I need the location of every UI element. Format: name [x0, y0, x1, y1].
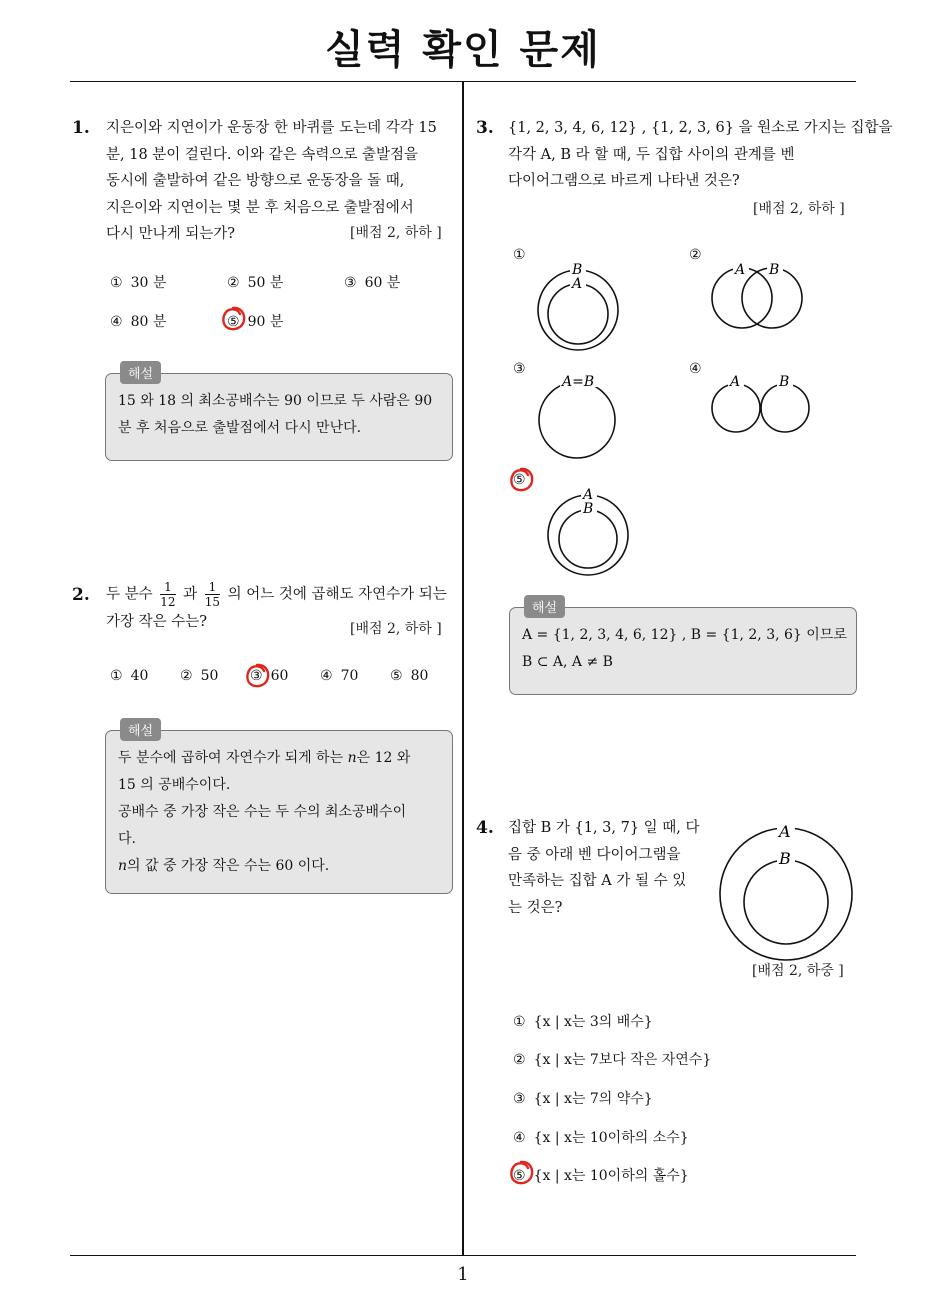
q1-line: 다시 만나게 되는가?: [106, 226, 236, 242]
option-text: {x | x는 3의 배수}: [533, 1014, 653, 1030]
set-b-label: B: [572, 262, 583, 278]
option-number: ②: [180, 668, 193, 684]
set-a-label: A: [572, 276, 583, 292]
option-text: 40: [130, 668, 149, 684]
q1-option-4[interactable]: [110, 311, 166, 331]
bottom-rule: [70, 1255, 856, 1256]
q4-meta: [배점 2, 하중 ]: [752, 963, 844, 979]
option-number: ③: [250, 668, 263, 684]
option-text: 60: [270, 668, 289, 684]
q3-solution-line: A = {1, 2, 3, 4, 6, 12} , B = {1, 2, 3, 6} 이므로: [522, 627, 847, 643]
q2-option-5[interactable]: [390, 668, 428, 684]
q3-option-5-diagram: [541, 485, 637, 577]
q1-number: 1.: [72, 118, 90, 138]
answer-mark-icon: [507, 1159, 535, 1187]
q2-fraction-1: [160, 580, 175, 609]
option-number: ④: [513, 1130, 526, 1146]
q3-text: [508, 115, 893, 195]
option-number: ①: [110, 668, 123, 684]
set-eq-label: A=B: [562, 374, 595, 390]
option-number: ⑤: [513, 1168, 526, 1184]
q3-option-1-diagram: [530, 262, 626, 354]
q4-number: 4.: [476, 818, 494, 838]
option-number: ③: [344, 275, 357, 291]
q4-line: 음 중 아래 벤 다이어그램을: [508, 846, 681, 863]
q1-line: 분, 18 분이 걸린다. 이와 같은 속력으로 출발점을: [106, 146, 419, 163]
set-b-label: B: [779, 374, 790, 390]
option-number: ④: [110, 314, 123, 330]
q1-option-1[interactable]: [110, 272, 166, 292]
q4-option-5[interactable]: [513, 1165, 689, 1185]
q3-option-3-diagram: [530, 374, 626, 460]
q3-meta: [배점 2, 하하 ]: [753, 201, 845, 217]
option-text: 50 분: [247, 275, 284, 291]
q3-solution-line: B ⊂ A, A ≠ B: [522, 654, 613, 670]
q3-number: 3.: [476, 118, 494, 138]
q4-text: [508, 815, 708, 921]
q3-line: 각각 A, B 라 할 때, 두 집합 사이의 관계를 벤: [508, 146, 795, 163]
q3-option-5-number[interactable]: ⑤: [513, 472, 526, 488]
q3-option-1-number[interactable]: ①: [513, 247, 526, 263]
q1-option-2[interactable]: [227, 272, 283, 292]
q4-option-1[interactable]: [513, 1011, 653, 1031]
q2-solution-line: [118, 745, 440, 772]
q3-solution-box: [509, 607, 857, 695]
set-b-label: B: [769, 262, 780, 278]
q4-line: 집합 B 가 {1, 3, 7} 일 때, 다: [508, 820, 700, 836]
q2-post: 의 어느 것에 곱해도 자연수가 되는: [227, 586, 447, 603]
q2-solution-line: [118, 853, 440, 880]
option-text: 80: [410, 668, 429, 684]
option-number: ④: [320, 668, 333, 684]
q4-line: 는 것은?: [508, 899, 563, 916]
q3-option-3-number[interactable]: ③: [513, 361, 526, 377]
q1-line: 지은이와 지연이가 운동장 한 바퀴를 도는데 각각 15: [106, 120, 437, 136]
q2-option-4[interactable]: [320, 668, 358, 684]
q1-solution-label: 해설: [120, 361, 161, 384]
text: 의 값 중 가장 작은 수는 60 이다.: [127, 858, 330, 874]
q1-solution-box: [105, 373, 453, 461]
q2-mid: 과: [183, 586, 198, 603]
q3-solution-label: 해설: [524, 595, 565, 618]
q4-option-4[interactable]: [513, 1127, 689, 1147]
q2-line2: 가장 작은 수는?: [106, 614, 208, 630]
page-number: 1: [457, 1264, 469, 1285]
q2-meta: [배점 2, 하하 ]: [350, 621, 442, 637]
option-text: {x | x는 7보다 작은 자연수}: [533, 1052, 712, 1068]
option-text: 60 분: [364, 275, 401, 291]
q4-line: 만족하는 집합 A 가 될 수 있: [508, 873, 687, 889]
q2-option-2[interactable]: [180, 668, 218, 684]
q3-line: 다이어그램으로 바르게 나타낸 것은?: [508, 173, 740, 189]
option-text: 50: [200, 668, 219, 684]
option-text: {x | x는 7의 약수}: [533, 1091, 653, 1107]
q2-line1: [106, 580, 458, 609]
set-a-label: A: [730, 374, 741, 390]
option-number: ①: [110, 275, 123, 291]
q2-number: 2.: [72, 585, 90, 605]
column-divider: [462, 82, 464, 1256]
page-title: 실력 확인 문제: [325, 27, 601, 73]
text: 은 12 와: [356, 750, 411, 766]
text: 두 분수에 곱하여 자연수가 되게 하는: [118, 750, 344, 766]
option-number: ⑤: [390, 668, 403, 684]
option-text: 30 분: [130, 275, 167, 291]
frac-den: 15: [204, 595, 221, 609]
option-number: ②: [227, 275, 240, 291]
option-number: ①: [513, 1014, 526, 1030]
option-text: 90 분: [247, 314, 284, 330]
frac-num: 1: [160, 580, 175, 595]
frac-num: 1: [205, 580, 220, 595]
set-a-label: A: [779, 822, 791, 841]
set-a-label: A: [583, 487, 594, 503]
set-b-label: B: [779, 849, 791, 868]
option-number: ⑤: [227, 314, 240, 330]
option-number: ③: [513, 1091, 526, 1107]
option-text: 80 분: [130, 314, 167, 330]
frac-den: 12: [160, 595, 176, 609]
math-var: n: [347, 750, 357, 766]
q1-meta: [배점 2, 하하 ]: [350, 225, 442, 241]
q1-option-3[interactable]: [344, 272, 400, 292]
q3-option-2-diagram: [706, 262, 810, 334]
q3-option-4-number[interactable]: ④: [689, 361, 702, 377]
set-b-label: B: [583, 501, 594, 517]
q4-option-3[interactable]: [513, 1088, 653, 1108]
q2-solution-line: 15 의 공배수이다.: [118, 777, 231, 793]
option-number: ②: [513, 1052, 526, 1068]
q4-venn-diagram: [714, 822, 856, 962]
math-var: n: [118, 858, 128, 874]
q1-line: 지은이와 지연이는 몇 분 후 처음으로 출발점에서: [106, 199, 414, 216]
q2-solution-line: 다.: [118, 831, 136, 847]
answer-mark-icon: [219, 305, 247, 333]
option-text: {x | x는 10이하의 홀수}: [533, 1168, 689, 1184]
q2-fraction-2: [205, 580, 220, 609]
q4-option-2[interactable]: [513, 1049, 711, 1069]
set-a-label: A: [735, 262, 746, 278]
q2-solution-box: [105, 730, 453, 894]
option-text: {x | x는 10이하의 소수}: [533, 1130, 689, 1146]
q2-pre: 두 분수: [106, 586, 153, 603]
q1-line: 동시에 출발하여 같은 방향으로 운동장을 돌 때,: [106, 173, 405, 189]
q2-solution-label: 해설: [120, 718, 161, 741]
q3-option-2-number[interactable]: ②: [689, 247, 702, 263]
q2-solution-line: 공배수 중 가장 작은 수는 두 수의 최소공배수이: [118, 804, 407, 820]
q3-option-4-diagram: [706, 374, 810, 434]
q1-solution-line: 분 후 처음으로 출발점에서 다시 만난다.: [118, 420, 362, 436]
q3-line: {1, 2, 3, 4, 6, 12} , {1, 2, 3, 6} 을 원소로 가지는 집합을: [508, 120, 893, 136]
q2-option-1[interactable]: [110, 668, 148, 684]
q1-solution-line: 15 와 18 의 최소공배수는 90 이므로 두 사람은 90: [118, 393, 433, 409]
option-text: 70: [340, 668, 359, 684]
answer-mark-icon: [507, 466, 535, 494]
answer-mark-icon: [243, 662, 271, 690]
